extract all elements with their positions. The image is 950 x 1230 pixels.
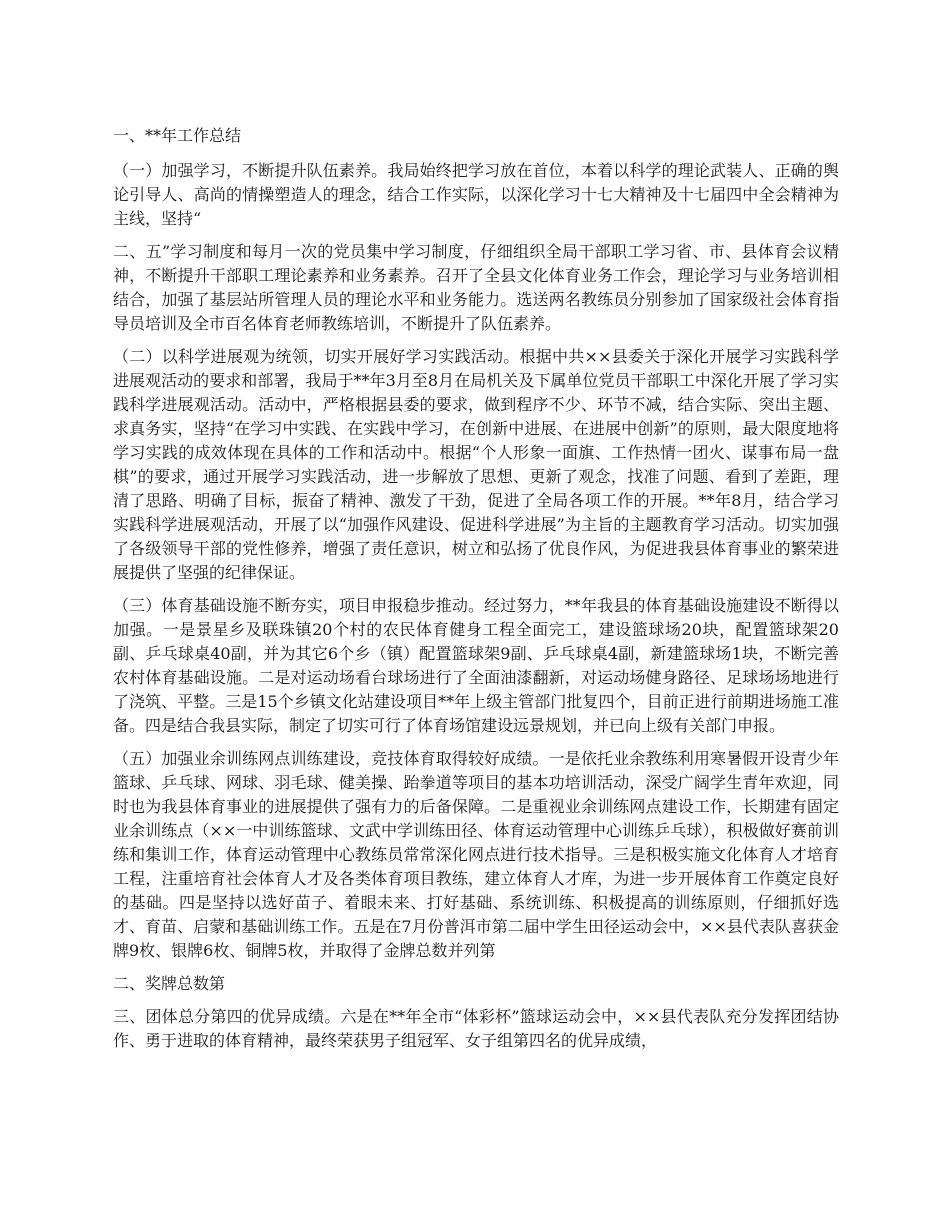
document-body	[113, 124, 839, 1062]
paragraph-medal-total: 二、奖牌总数第	[113, 974, 226, 993]
paragraph-amateur-training: （五）加强业余训练网点训练建设，竞技体育取得较好成绩。一是依托业余教练利用寒暑假开设青少年篮球、乒乓球、网球、羽毛球、健美操、跆拳道等项目的基本功培训活动，深受广阔学生青年欢迎，同时也为我县体育事业的进展提供了强有力的后备保障。二是重视业余训练网点建设工作，长期建有固定业余训练点（××一中训练篮球、文武中学训练田径、体育运动管理中心训练乒乓球），积极做好赛前训练和集训工作，体育运动管理中心教练员常常深化网点进行技术指导。三是积极实施文化体育人才培育工程，注重培育社会体育人才及各类体育项目教练，建立体育人才库，为进一步开展体育工作奠定良好的基础。四是坚持以选好苗子、着眼未来、打好基础、系统训练、积极提高的训练原则，仔细抓好选才、育苗、启蒙和基础训练工作。五是在7月份普洱市第二届中学生田径运动会中，××县代表队喜获金牌9枚、银牌6枚、铜牌5枚，并取得了金牌总数并列第	[113, 749, 839, 960]
section-heading-annual-summary: 一、**年工作总结	[113, 126, 242, 145]
paragraph-strengthen-learning: （一）加强学习，不断提升队伍素养。我局始终把学习放在首位，本着以科学的理论武装人、正确的舆论引导人、高尚的情操塑造人的理念，结合工作实际，以深化学习十七大精神及十七届四中全会精神为主线，坚持“	[113, 161, 839, 228]
paragraph-team-score: 三、团体总分第四的优异成绩。六是在**年全市“体彩杯”篮球运动会中，××县代表队充分发挥团结协作、勇于进取的体育精神，最终荣获男子组冠军、女子组第四名的优异成绩，	[113, 1007, 839, 1050]
paragraph-scientific-development: （二）以科学进展观为统领，切实开展好学习实践活动。根据中共××县委关于深化开展学习实践科学进展观活动的要求和部署，我局于**年3月至8月在局机关及下属单位党员干部职工中深化开展了学习实践科学进展观活动。活动中，严格根据县委的要求，做到程序不少、环节不减，结合实际、突出主题、求真务实，坚持“在学习中实践、在实践中学习，在创新中进展、在进展中创新”的原则，最大限度地将学习实践的成效体现在具体的工作和活动中。根据“个人形象一面旗、工作热情一团火、谋事布局一盘棋”的要求，通过开展学习实践活动，进一步解放了思想、更新了观念，找准了问题、看到了差距，理清了思路、明确了目标，振奋了精神、激发了干劲，促进了全局各项工作的开展。**年8月，结合学习实践科学进展观活动，开展了以“加强作风建设、促进科学进展”为主旨的主题教育学习活动。切实加强了各级领导干部的党性修养，增强了责任意识，树立和弘扬了优良作风，为促进我县体育事业的繁荣进展提供了坚强的纪律保证。	[113, 347, 839, 582]
paragraph-sports-infrastructure: （三）体育基础设施不断夯实，项目申报稳步推动。经过努力，**年我县的体育基础设施建设不断得以加强。一是景星乡及联珠镇20个村的农民体育健身工程全面完工，建设篮球场20块，配置篮球架20副、乒乓球桌40副，并为其它6个乡（镇）配置篮球架9副、乒乓球桌4副，新建篮球场1块，不断完善农村体育基础设施。二是对运动场看台球场进行了全面油漆翻新，对运动场健身路径、足球场场地进行了浇筑、平整。三是15个乡镇文化站建设项目**年上级主管部门批复四个，目前正进行前期进场施工准备。四是结合我县实际，制定了切实可行了体育场馆建设远景规划，并已向上级有关部门申报。	[113, 596, 839, 735]
paragraph-study-system: 二、五”学习制度和每月一次的党员集中学习制度，仔细组织全局干部职工学习省、市、县体育会议精神，不断提升干部职工理论素养和业务素养。召开了全县文化体育业务工作会，理论学习与业务培训相结合，加强了基层站所管理人员的理论水平和业务能力。选送两名教练员分别参加了国家级社会体育指导员培训及全市百名体育老师教练培训，不断提升了队伍素养。	[113, 242, 839, 333]
